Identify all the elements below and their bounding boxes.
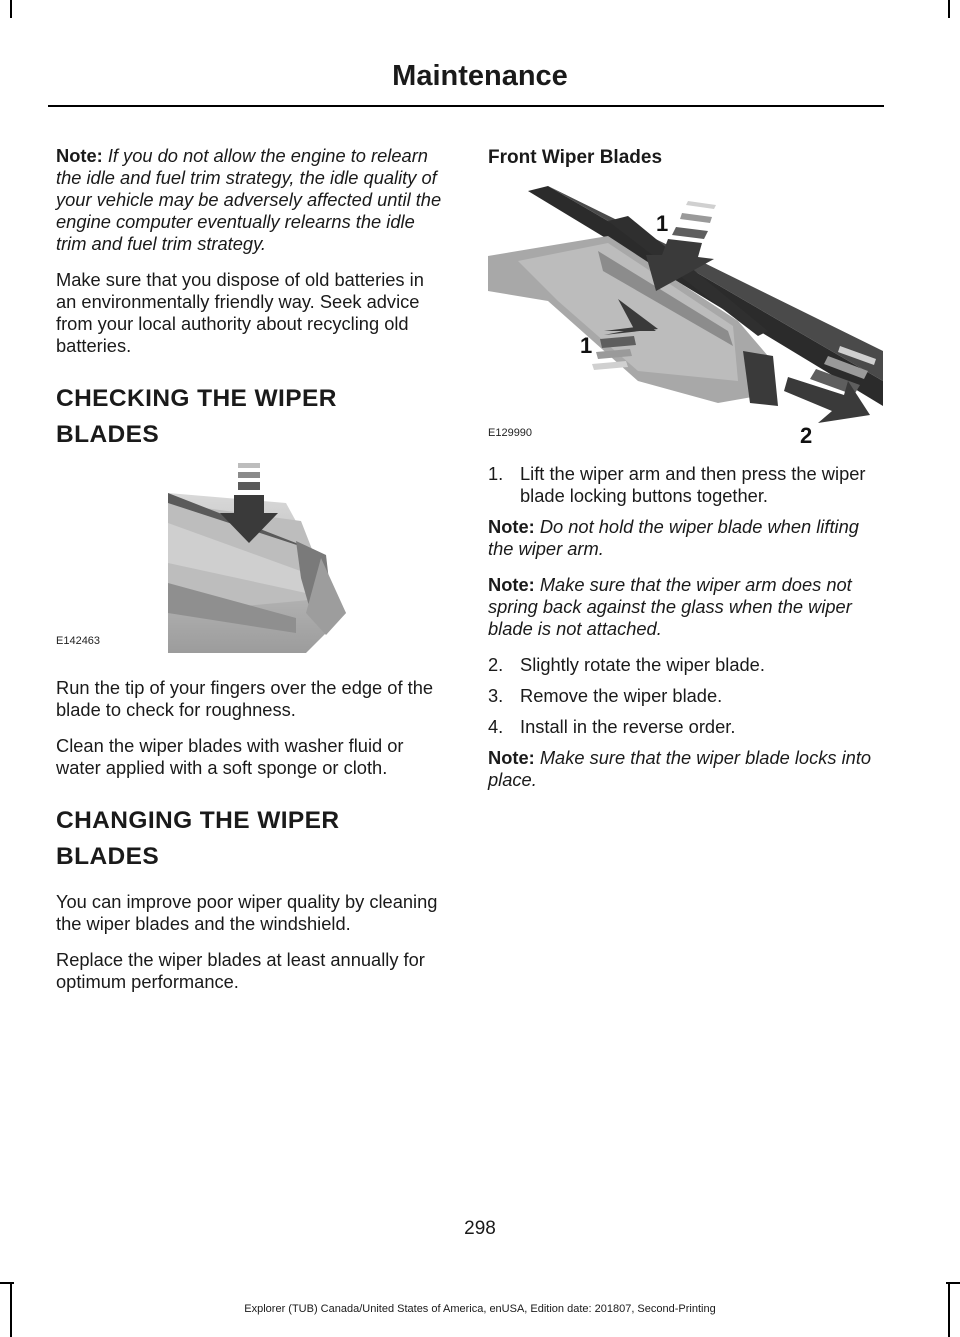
check-roughness-paragraph: Run the tip of your fingers over the edge of the blade to check for roughness. <box>56 677 434 720</box>
note-do-not-hold <box>488 516 883 560</box>
replace-annually-paragraph: Replace the wiper blades at least annually for optimum performance. <box>56 949 425 992</box>
wiper-blade-edge-illustration <box>56 463 448 663</box>
list-item <box>488 716 883 738</box>
step-text: Install in the reverse order. <box>520 716 736 737</box>
left-column <box>56 145 448 1007</box>
section-heading-checking <box>56 381 448 453</box>
steps-list-continued <box>488 654 883 738</box>
heading-line-2: BLADES <box>56 843 160 870</box>
front-wiper-blade-illustration <box>488 181 883 451</box>
page-header-title: Maintenance <box>392 60 568 92</box>
clean-blades-paragraph: Clean the wiper blades with washer fluid or water applied with a soft sponge or cloth. <box>56 735 404 778</box>
crop-mark-bottom-right-h <box>946 1282 960 1284</box>
subheading-front-wiper-blades: Front Wiper Blades <box>488 147 663 168</box>
callout-label: 1 <box>656 211 669 236</box>
arrow-stripe <box>238 463 260 468</box>
step-number: 2. <box>488 654 504 675</box>
list-item <box>488 463 883 507</box>
header-rule <box>48 105 884 107</box>
heading-line-1: CHECKING THE WIPER <box>56 385 337 412</box>
page-footer: Explorer (TUB) Canada/United States of America, enUSA, Edition date: 201807, Second-Printing <box>244 1303 716 1315</box>
callout-label: 1 <box>580 333 593 358</box>
steps-list <box>488 463 883 507</box>
page-number: 298 <box>464 1218 496 1239</box>
note-text: Make sure that the wiper arm does not spring back against the glass when the wiper blade is not attached. <box>488 574 852 639</box>
note-label: Note: <box>488 516 535 537</box>
note-text: Do not hold the wiper blade when lifting the wiper arm. <box>488 516 859 559</box>
note-text: If you do not allow the engine to relearn the idle and fuel trim strategy, the idle quality of your vehicle may be adversely affected until the engine computer eventually relearns the idle trim and fuel trim strategy. <box>56 145 442 254</box>
callout-label: 2 <box>800 423 813 448</box>
note-text: Make sure that the wiper blade locks into place. <box>488 747 872 790</box>
heading-line-1: CHANGING THE WIPER <box>56 807 340 834</box>
list-item <box>488 654 883 676</box>
improve-quality-paragraph: You can improve poor wiper quality by cleaning the wiper blades and the windshield. <box>56 891 438 934</box>
note-locks-into-place <box>488 747 883 791</box>
figure-code: E129990 <box>488 427 533 439</box>
crop-mark-bottom-left-h <box>0 1282 14 1284</box>
note-engine-relearn <box>56 145 448 255</box>
figure-front-wiper-blade <box>488 181 883 451</box>
right-column <box>488 145 883 805</box>
crop-mark-top-left <box>10 0 12 18</box>
step-text: Slightly rotate the wiper blade. <box>520 654 765 675</box>
section-heading-changing <box>56 803 448 875</box>
battery-disposal-paragraph: Make sure that you dispose of old batteries in an environmentally friendly way. Seek advice from your local authority about recycling old batteries. <box>56 269 424 356</box>
step-number: 4. <box>488 716 504 737</box>
note-label: Note: <box>56 145 103 166</box>
note-spring-back <box>488 574 883 640</box>
note-label: Note: <box>488 747 535 768</box>
heading-line-2: BLADES <box>56 421 160 448</box>
figure-code: E142463 <box>56 635 101 647</box>
crop-mark-top-right <box>948 0 950 18</box>
step-text: Remove the wiper blade. <box>520 685 723 706</box>
list-item <box>488 685 883 707</box>
step-text: Lift the wiper arm and then press the wiper blade locking buttons together. <box>520 463 866 506</box>
note-label: Note: <box>488 574 535 595</box>
step-number: 3. <box>488 685 504 706</box>
step-number: 1. <box>488 463 504 484</box>
figure-wiper-blade-edge <box>56 463 448 663</box>
